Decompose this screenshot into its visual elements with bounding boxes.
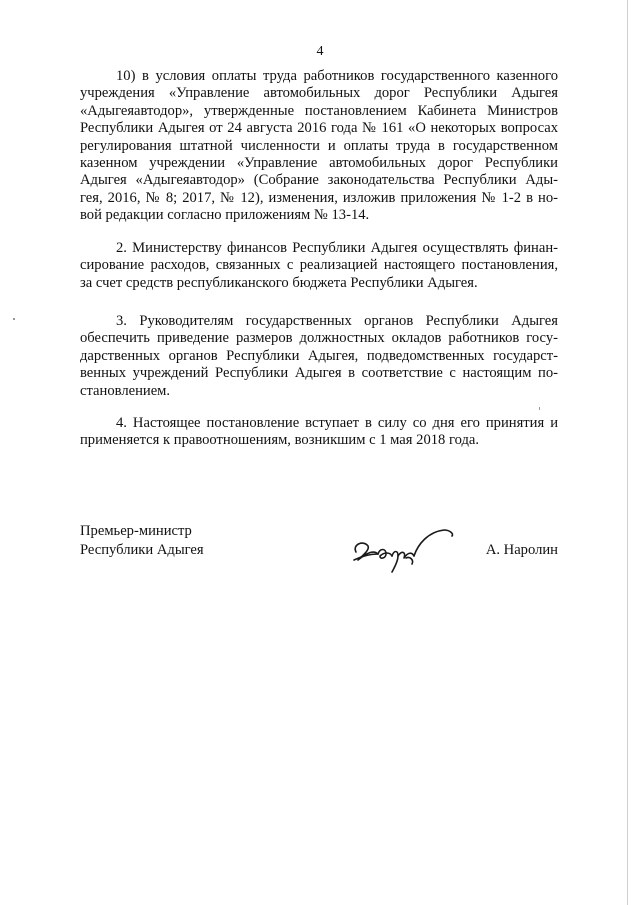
page-number: 4 xyxy=(316,44,324,59)
signatory-position-line2: Республики Адыгея xyxy=(80,542,204,558)
paragraph-line: обеспечить приведение размеров должностных окладов работников госу- xyxy=(80,330,558,347)
paragraph-line: 4. Настоящее постановление вступает в силу со дня его принятия и xyxy=(116,415,558,431)
paragraph-line: применяется к правоотношениям, возникшим с 1 мая 2018 года. xyxy=(80,432,480,449)
paragraph-3 xyxy=(80,313,558,400)
paragraph-line: регулирования штатной численности и оплаты труда в государственном xyxy=(80,137,558,154)
paragraph-line: 10) в условия оплаты труда работников государственного казенного xyxy=(116,68,558,84)
paragraph-2 xyxy=(80,240,558,292)
paragraph-line: венных учреждений Республики Адыгея в соответствие с настоящим по- xyxy=(80,365,558,382)
paragraph-line: казенном учреждении «Управление автомобильных дорог Республики xyxy=(80,155,558,172)
paragraph-4 xyxy=(80,415,558,450)
paragraph-line: 3. Руководителям государственных органов Республики Адыгея xyxy=(116,313,558,329)
signatory-position xyxy=(80,522,204,560)
paragraph-line: за счет средств республиканского бюджета Республики Адыгея. xyxy=(80,274,478,291)
paragraph-item-10 xyxy=(80,68,558,225)
paragraph-line: Республики Адыгея от 24 августа 2016 года № 161 «О некоторых вопросах xyxy=(80,120,558,137)
paragraph-line: 2. Министерству финансов Республики Адыгея осуществлять финан- xyxy=(116,240,558,256)
paragraph-line: гея, 2016, № 8; 2017, № 12), изменения, изложив приложения № 1-2 в но- xyxy=(80,189,558,206)
signatory-position-line1: Премьер-министр xyxy=(80,523,192,539)
paragraph-line: дарственных органов Республики Адыгея, подведомственных государст- xyxy=(80,347,558,364)
signatory-name: А. Наролин xyxy=(485,542,558,558)
paragraph-line: становлением. xyxy=(80,382,171,399)
paragraph-line: учреждения «Управление автомобильных дорог Республики Адыгея xyxy=(80,85,558,102)
scan-speck xyxy=(13,318,15,320)
paragraph-line: Адыгея «Адыгеяавтодор» (Собрание законодательства Республики Ады- xyxy=(80,172,558,189)
paragraph-line: сирование расходов, связанных с реализацией настоящего постановления, xyxy=(80,257,558,274)
paragraph-line: «Адыгеяавтодор», утвержденные постановлением Кабинета Министров xyxy=(80,102,558,119)
paragraph-line: вой редакции согласно приложениям № 13-14. xyxy=(80,207,370,224)
scan-edge-line xyxy=(627,0,628,905)
handwritten-signature xyxy=(348,522,458,582)
scan-speck xyxy=(539,407,540,410)
